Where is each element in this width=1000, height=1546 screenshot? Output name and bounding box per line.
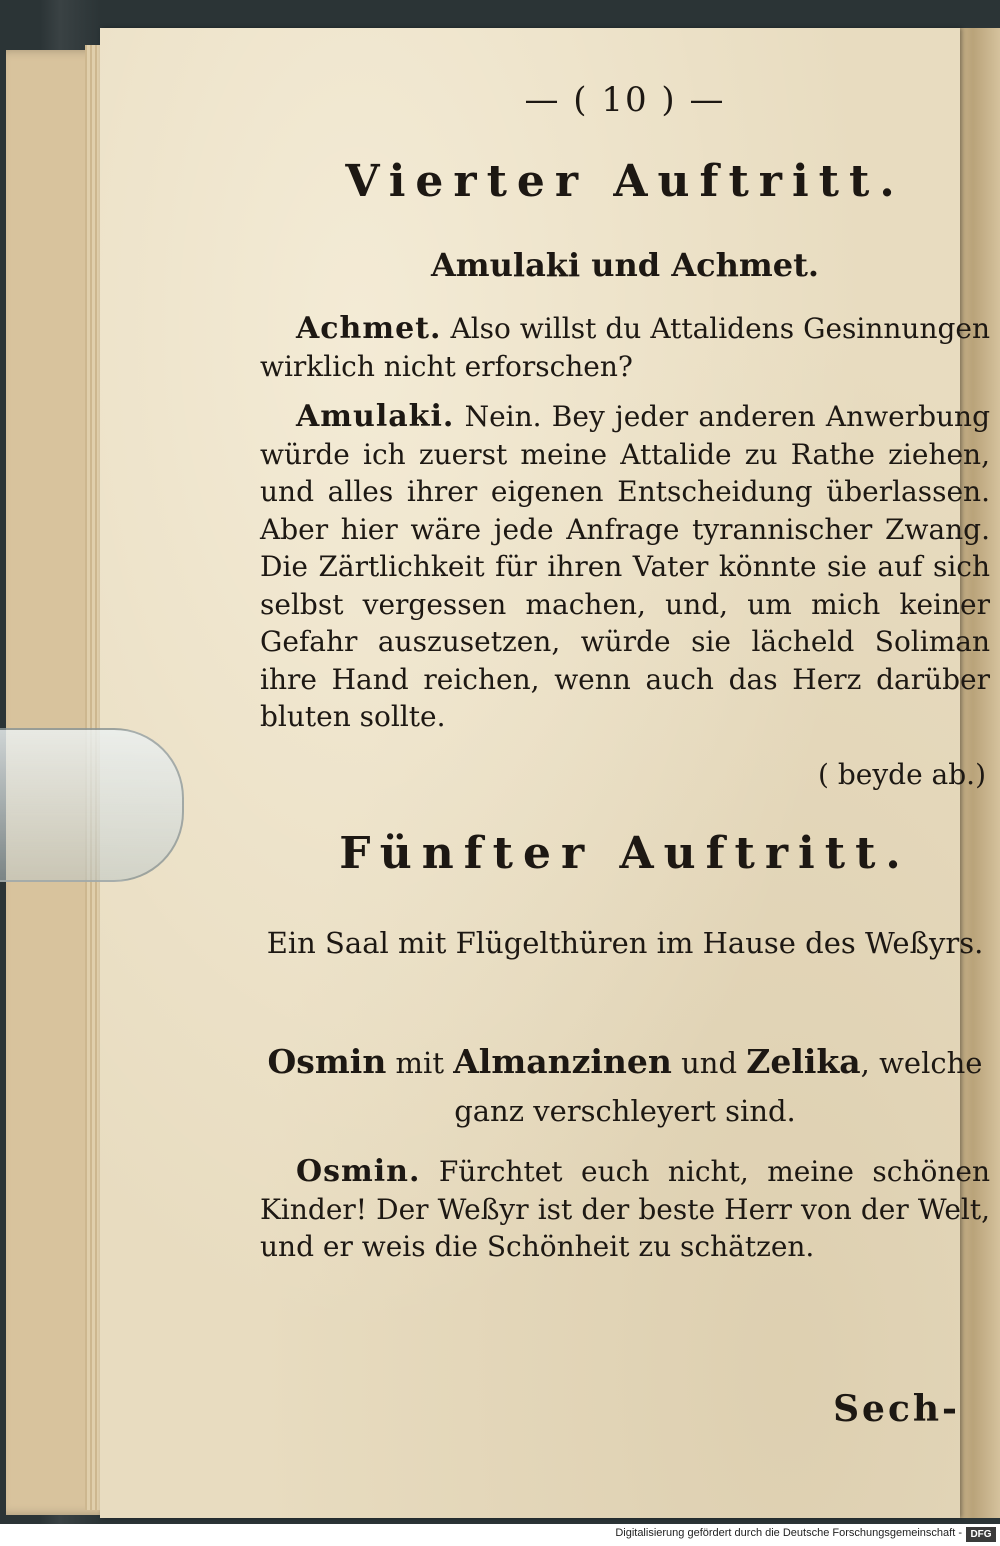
speaker-name: Achmet. (296, 311, 442, 346)
cast-description: , welche ganz verschleyert sind. (454, 1046, 983, 1128)
scene-heading-4: Vierter Auftritt. (345, 156, 905, 207)
footer-credit: Digitalisierung gefördert durch die Deutsche Forschungsgemeinschaft - (615, 1527, 962, 1539)
book-page (100, 28, 990, 1518)
page-clip (0, 728, 184, 882)
speech-osmin (260, 1153, 990, 1266)
speech-text: Nein. Bey jeder anderen Anwerbung würde ich zuerst meine Attalide zu Rathe ziehen, und alles ihrer eigenen Entscheidung überlassen. Aber hier wäre jede Anfrage tyrannischer Zwang. Die Zärtlichkeit für ihren Vater könnte sie auf sich selbst vergessen machen, und, um mich keiner Gefahr auszusetzen, würde sie lächeld Soliman ihre Hand reichen, wenn auch das Herz darüber bluten sollte. (260, 400, 990, 733)
speech-text: Also willst du Attalidens Gesinnungen wirklich nicht erforschen? (260, 312, 990, 383)
scene-setting: Ein Saal mit Flügelthüren im Hause des Weßyrs. (266, 926, 984, 960)
catchword: Sech- (833, 1388, 960, 1430)
cast-name-zelika: Zelika (746, 1042, 861, 1081)
speech-achmet (260, 310, 990, 385)
cast-name-osmin: Osmin (267, 1042, 387, 1081)
scene-cast-5 (260, 1038, 990, 1135)
speaker-name: Osmin. (296, 1154, 421, 1189)
scene-heading-5: Fünfter Auftritt. (339, 828, 911, 879)
speech-amulaki (260, 398, 990, 736)
stage-direction-exit: ( beyde ab.) (818, 758, 986, 791)
cast-connector: und (671, 1046, 747, 1080)
speech-text: Fürchtet euch nicht, meine schönen Kinder! Der Weßyr ist der beste Herr von der Welt, und er weis die Schönheit zu schätzen. (260, 1155, 990, 1263)
footer-bar (0, 1524, 1000, 1546)
speaker-name: Amulaki. (296, 399, 455, 434)
page-number: — ( 10 ) — (524, 80, 726, 120)
cast-connector: mit (386, 1046, 454, 1080)
scene-cast-4: Amulaki und Achmet. (430, 246, 820, 284)
cast-name-almanzinen: Almanzinen (453, 1042, 672, 1081)
dfg-logo: DFG (966, 1527, 996, 1542)
